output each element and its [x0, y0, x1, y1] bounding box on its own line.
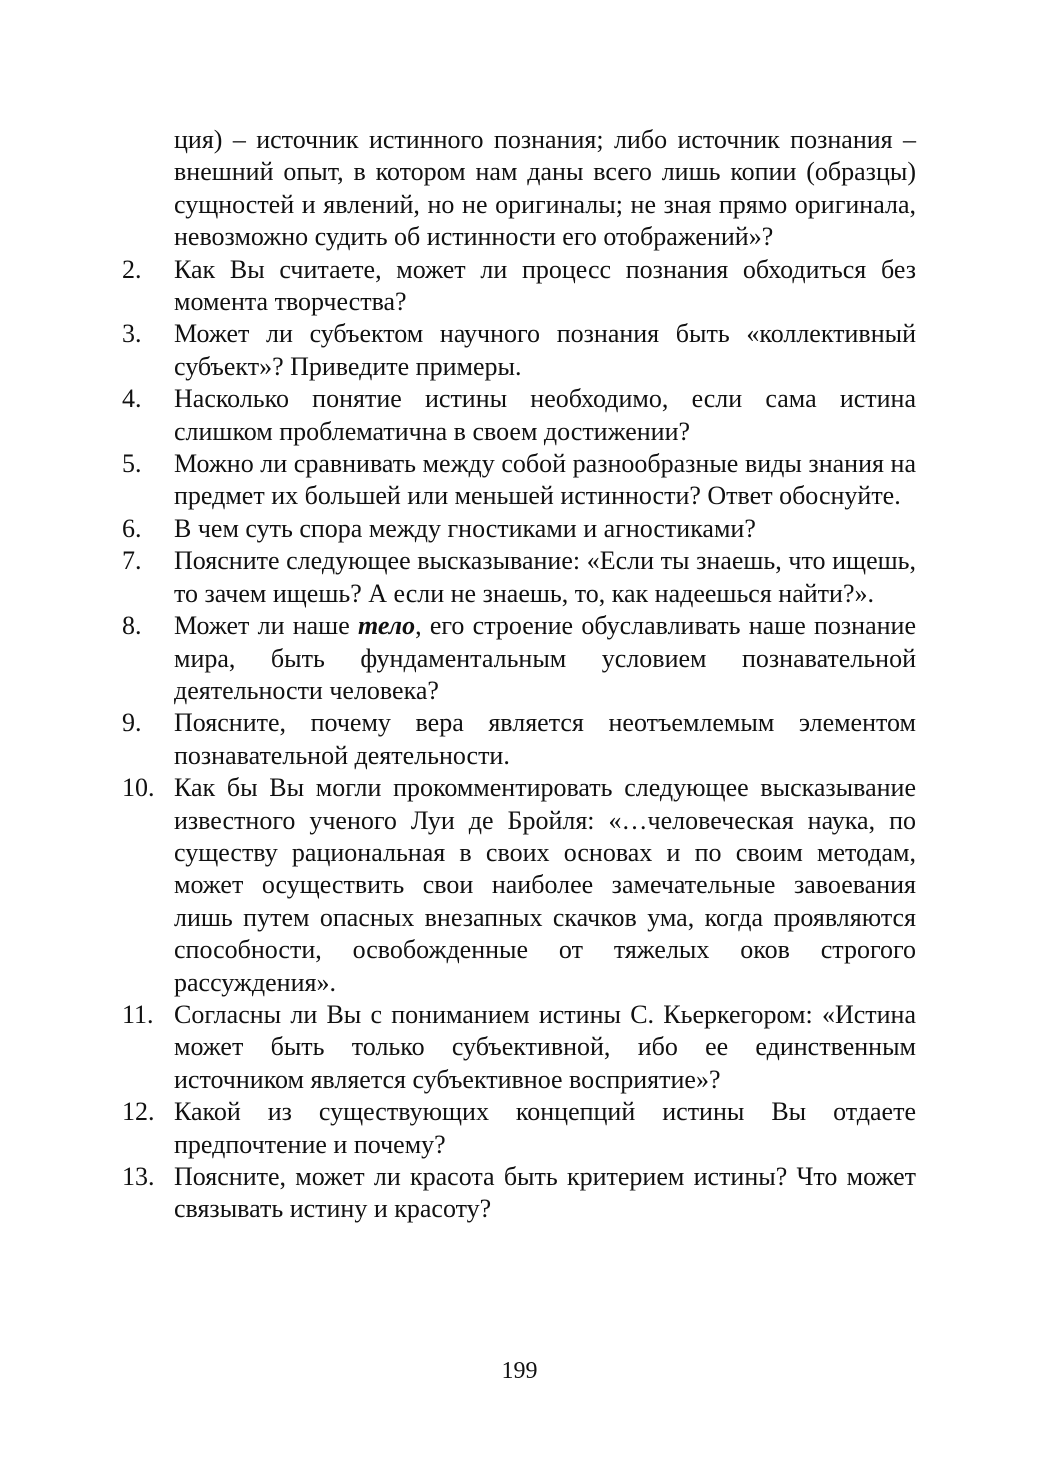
- question-item: [122, 448, 916, 513]
- question-text: Поясните, почему вера является неотъемлемым элементом познавательной деятельности.: [174, 708, 916, 770]
- question-item: [122, 513, 916, 545]
- continued-question-text: ция) – источник истинного познания; либо источник познания – внешний опыт, в котором нам даны всего лишь копии (образцы) сущностей и явлений, но не оригиналы; не зная прямо оригинала, невозможно судить об истинности его отображений»?: [174, 125, 916, 252]
- question-item: [122, 1096, 916, 1161]
- question-text: Согласны ли Вы с пониманием истины С. Кьеркегором: «Истина может быть только субъективной, ибо ее единственным источником является субъективное восприятие»?: [174, 999, 916, 1094]
- question-number: 5.: [122, 449, 142, 479]
- question-list: [122, 124, 916, 1226]
- question-text: Поясните следующее высказывание: «Если ты знаешь, что ищешь, то зачем ищешь? А если не знаешь, то, как надеешься найти?».: [174, 546, 916, 608]
- question-number: 13.: [122, 1162, 155, 1191]
- question-number: 6.: [122, 513, 142, 543]
- question-number: 2.: [122, 254, 142, 284]
- question-text: Можно ли сравнивать между собой разнообразные виды знания на предмет их большей или меньшей истинности? Ответ обоснуйте.: [174, 449, 916, 511]
- emphasized-word: тело: [357, 611, 416, 641]
- question-text: Какой из существующих концепций истины Вы отдаете предпочтение и почему?: [174, 1097, 916, 1159]
- question-number: 3.: [122, 319, 142, 349]
- question-item: [122, 254, 916, 319]
- question-item: [122, 318, 916, 383]
- question-text: Может ли субъектом научного познания быть «коллективный субъект»? Приведите примеры.: [174, 319, 916, 381]
- question-number: 9.: [122, 708, 142, 738]
- question-text: Как Вы считаете, может ли процесс познания обходиться без момента творчества?: [174, 254, 916, 317]
- question-number: 7.: [122, 546, 142, 576]
- question-number: 10.: [122, 773, 155, 803]
- question-item: [122, 383, 916, 448]
- question-item: [122, 707, 916, 772]
- question-number: 12.: [122, 1097, 155, 1127]
- question-text: Как бы Вы могли прокомментировать следующее высказывание известного ученого Луи де Бройля: «…человеческая наука, по существу рациональная в своих основах и по своим методам, может осуществить свои наиболее замечательные завоевания лишь путем опасных внезапных скачков ума, когда проявляются способности, освобожденные от тяжелых оков строгого рассуждения».: [174, 773, 916, 997]
- question-text: Насколько понятие истины необходимо, если сама истина слишком проблематична в своем достижении?: [174, 384, 916, 446]
- question-text: Поясните, может ли красота быть критерием истины? Что может связывать истину и красоту?: [174, 1162, 916, 1224]
- question-text: В чем суть спора между гностиками и агностиками?: [174, 513, 756, 543]
- question-text: [174, 610, 916, 707]
- question-text-end: , его строение обуславливать наше познание мира, быть фундаментальным условием познавательной деятельности человека?: [174, 611, 916, 705]
- question-text-start: Может ли наше: [174, 611, 358, 641]
- question-item: [122, 1161, 916, 1226]
- question-number: 4.: [122, 384, 142, 414]
- question-item: [122, 999, 916, 1096]
- question-number: 11.: [122, 999, 154, 1029]
- question-item: [122, 610, 916, 707]
- question-item: [122, 772, 916, 999]
- page-number: 199: [501, 1358, 538, 1384]
- question-item: [122, 545, 916, 610]
- question-number: 8.: [122, 611, 142, 641]
